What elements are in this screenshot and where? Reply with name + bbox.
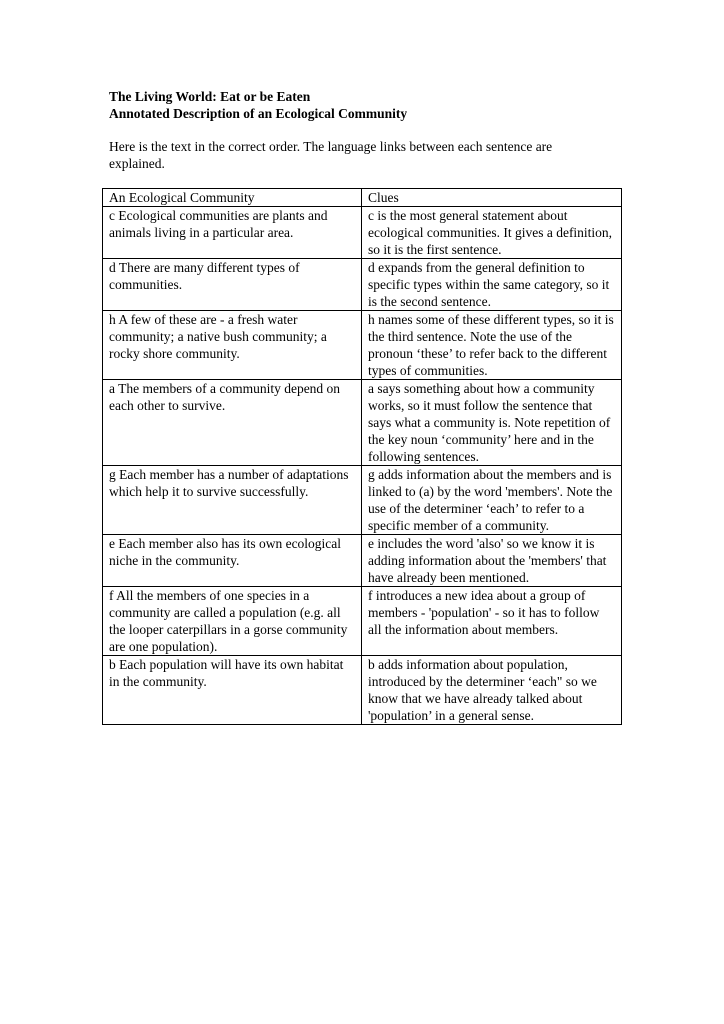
table-row (103, 380, 622, 466)
clue-cell: b adds information about population, introduced by the determiner ‘each" so we know that we have already talked about 'population’ in a general sense. (362, 656, 622, 725)
clue-cell: h names some of these different types, so it is the third sentence. Note the use of the pronoun ‘these’ to refer back to the different types of communities. (362, 311, 622, 380)
sentence-cell: c Ecological communities are plants and animals living in a particular area. (103, 207, 362, 259)
table-header-row (103, 189, 622, 207)
sentence-cell: e Each member also has its own ecological niche in the community. (103, 535, 362, 587)
document-title: The Living World: Eat or be Eaten (109, 89, 311, 104)
sentence-cell: f All the members of one species in a community are called a population (e.g. all the looper caterpillars in a gorse community are one population). (103, 587, 362, 656)
clue-cell: c is the most general statement about ecological communities. It gives a definition, so it is the first sentence. (362, 207, 622, 259)
table-row (103, 259, 622, 311)
clue-cell: f introduces a new idea about a group of members - 'population' - so it has to follow all the information about members. (362, 587, 622, 656)
column-header-clues: Clues (362, 189, 622, 207)
table-row (103, 466, 622, 535)
table-row (103, 587, 622, 656)
column-header-community: An Ecological Community (103, 189, 362, 207)
sentence-cell: h A few of these are - a fresh water community; a native bush community; a rocky shore community. (103, 311, 362, 380)
clue-cell: a says something about how a community works, so it must follow the sentence that says what a community is. Note repetition of the key noun ‘community’ here and in the following sentences. (362, 380, 622, 466)
table-row (103, 656, 622, 725)
document-subtitle: Annotated Description of an Ecological Community (109, 106, 408, 121)
clue-cell: d expands from the general definition to specific types within the same category, so it is the second sentence. (362, 259, 622, 311)
sentence-cell: g Each member has a number of adaptations which help it to survive successfully. (103, 466, 362, 535)
table-row (103, 535, 622, 587)
annotation-table (102, 188, 622, 725)
document-body (109, 88, 621, 172)
table-row (103, 311, 622, 380)
table-row (103, 207, 622, 259)
intro-paragraph: Here is the text in the correct order. The language links between each sentence are explained. (109, 139, 553, 171)
clue-cell: g adds information about the members and is linked to (a) by the word 'members'. Note the use of the determiner ‘each’ to refer to a specific member of a community. (362, 466, 622, 535)
clue-cell: e includes the word 'also' so we know it is adding information about the 'members' that have already been mentioned. (362, 535, 622, 587)
sentence-cell: a The members of a community depend on each other to survive. (103, 380, 362, 466)
sentence-cell: d There are many different types of communities. (103, 259, 362, 311)
sentence-cell: b Each population will have its own habitat in the community. (103, 656, 362, 725)
